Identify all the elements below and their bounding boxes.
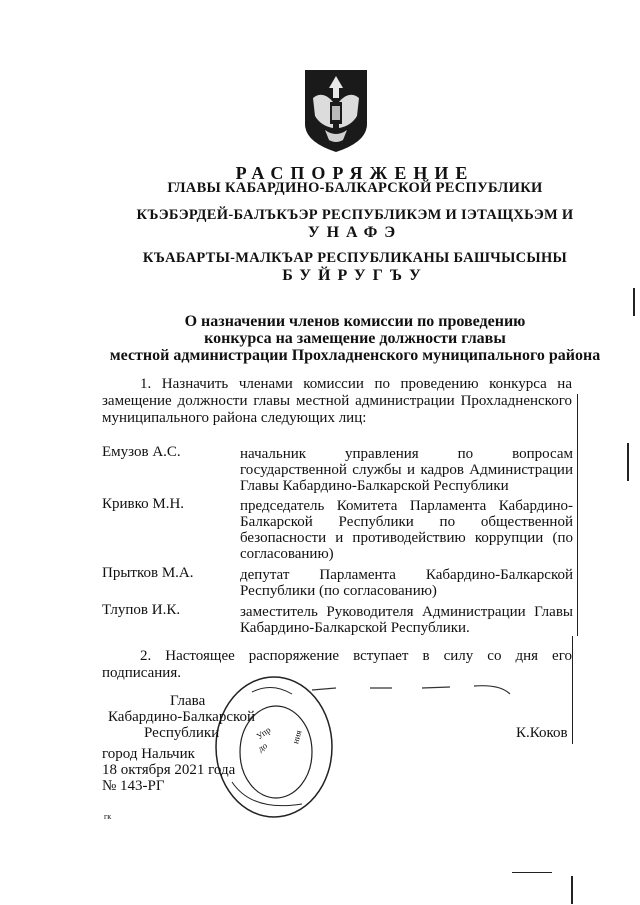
- title-balkar-line1: КЪАБАРТЫ-МАЛКЪАР РЕСПУБЛИКАНЫ БАШЧЫСЫНЫ: [142, 250, 568, 266]
- scan-mark: [577, 394, 578, 636]
- executor-initials: гк: [104, 812, 112, 821]
- member-position: начальник управления по вопросам государственной службы и кадров Администрации Главы Кабардино-Балкарской Республики: [240, 446, 573, 494]
- title-kabardian-line1: КЪЭБЭРДЕЙ-БАЛЪКЪЭР РЕСПУБЛИКЭМ И ІЭТАЩХЬЭМ И: [136, 207, 574, 223]
- scan-mark: [572, 636, 573, 744]
- issue-date: 18 октября 2021 года: [102, 762, 236, 778]
- member-position: депутат Парламента Кабардино-Балкарской Республики (по согласованию): [240, 567, 573, 599]
- member-position: заместитель Руководителя Администрации Главы Кабардино-Балкарской Республики.: [240, 604, 573, 636]
- scan-mark: [512, 872, 552, 873]
- signer-role-line2: Кабардино-Балкарской: [108, 709, 256, 725]
- decree-number: № 143-РГ: [102, 778, 165, 794]
- handwritten-signature: [310, 676, 530, 700]
- scan-mark: [571, 876, 573, 904]
- decree-subtitle: ГЛАВЫ КАБАРДИНО-БАЛКАРСКОЙ РЕСПУБЛИКИ: [167, 180, 543, 196]
- stamp-text: до: [255, 740, 270, 754]
- member-position: председатель Комитета Парламента Кабардино-Балкарской Республики по общественной безопасности и противодействию коррупции (по согласованию): [240, 498, 573, 562]
- subject-line-1: О назначении членов комиссии по проведению: [184, 313, 526, 330]
- paragraph-2: 2. Настоящее распоряжение вступает в силу со дня его подписания.: [102, 648, 572, 681]
- member-name: Кривко М.Н.: [102, 496, 185, 512]
- member-name: Прытков М.А.: [102, 565, 194, 581]
- title-balkar-line2: БУЙРУГЪУ: [282, 267, 428, 284]
- signer-name: К.Коков: [516, 725, 568, 741]
- stamp-text: Упр: [254, 724, 273, 742]
- member-name: Тлупов И.К.: [102, 602, 181, 618]
- subject-line-2: конкурса на замещение должности главы: [204, 330, 506, 347]
- scan-mark: [633, 288, 635, 316]
- signer-role-line3: Республики: [144, 725, 220, 741]
- decree-title: РАСПОРЯЖЕНИЕ: [235, 163, 475, 183]
- coat-of-arms-emblem: [303, 68, 369, 154]
- issue-city: город Нальчик: [102, 746, 195, 762]
- subject-line-3: местной администрации Прохладненского муниципального района: [109, 347, 601, 364]
- signer-role-line1: Глава: [170, 693, 206, 709]
- member-name: Емузов А.С.: [102, 444, 181, 460]
- stamp-text: ния: [290, 729, 304, 745]
- scan-mark: [627, 443, 629, 481]
- title-kabardian-line2: УНАФЭ: [307, 224, 403, 241]
- paragraph-1: 1. Назначить членами комиссии по проведению конкурса на замещение должности главы местной администрации Прохладненского муниципального района следующих лиц:: [102, 376, 572, 426]
